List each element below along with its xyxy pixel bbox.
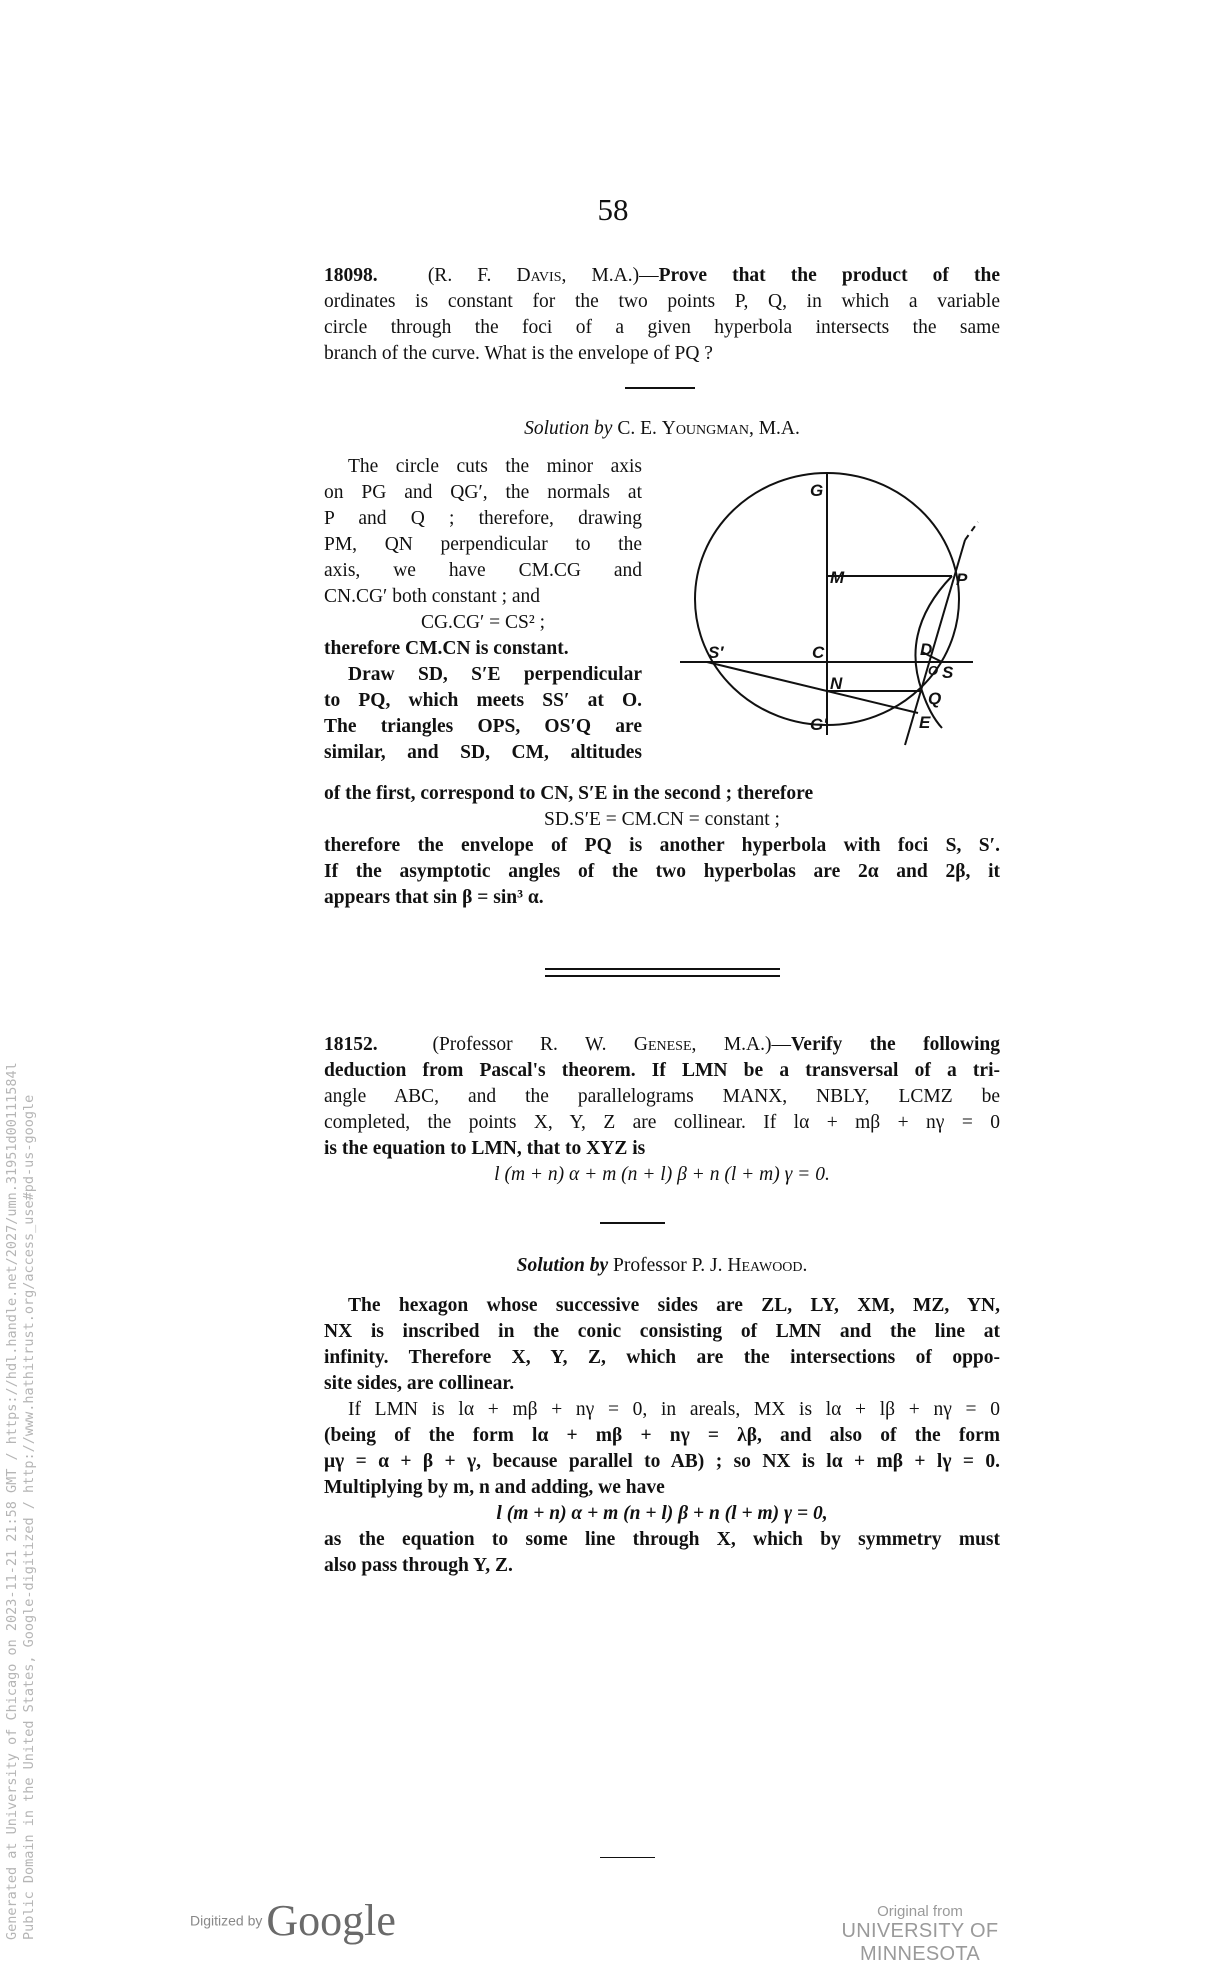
author-prefix: (R. F. bbox=[427, 265, 517, 286]
solution-line: μγ = α + β + γ, because parallel to AB) ; so NX is lα + mβ + lγ = 0. bbox=[324, 1451, 1000, 1472]
solution-line: CN.CG′ both constant ; and bbox=[324, 586, 541, 607]
equation: l (m + n) α + m (n + l) β + n (l + m) γ = 0. bbox=[494, 1164, 830, 1185]
solution-line: also pass through Y, Z. bbox=[324, 1555, 513, 1576]
double-rule-top bbox=[545, 968, 780, 970]
solution-line: as the equation to some line through X, which by symmetry must bbox=[324, 1529, 1000, 1550]
problem-line bbox=[324, 1032, 1000, 1058]
solution-line: PM, QN perpendicular to the bbox=[324, 534, 642, 555]
problem-18152 bbox=[324, 1032, 1000, 1188]
problem-line: is the equation to LMN, that to XYZ is bbox=[324, 1138, 646, 1159]
label-m: M bbox=[830, 568, 845, 587]
solution-line: (being of the form lα + mβ + nγ = λβ, and also of the form bbox=[324, 1425, 1000, 1446]
solution-byline bbox=[324, 1253, 1000, 1279]
byline-suffix: , M.A. bbox=[748, 418, 800, 439]
label-g: G bbox=[810, 481, 824, 500]
byline-author: Professor P. J. bbox=[608, 1255, 728, 1276]
watermark-line-2: Public Domain in the United States, Google-digitized / http://www.hathitrust.org/access_use#pd-us-google bbox=[21, 1094, 37, 1940]
byline-italic: Solution by bbox=[524, 418, 613, 439]
problem-line: angle ABC, and the parallelograms MANX, NBLY, LCMZ be bbox=[324, 1086, 1000, 1107]
label-q: Q bbox=[928, 689, 942, 708]
solution-line: Multiplying by m, n and adding, we have bbox=[324, 1477, 665, 1498]
solution-line: similar, and SD, CM, altitudes bbox=[324, 742, 642, 763]
watermark-line-1: Generated at University of Chicago on 2023-11-21 21:58 GMT / https://hdl.handle.net/2027/umn.31951d00111584l bbox=[4, 1062, 20, 1940]
hathitrust-watermark bbox=[4, 940, 38, 1940]
solution-line: NX is inscribed in the conic consisting of LMN and the line at bbox=[324, 1321, 1000, 1342]
problem-line: deduction from Pascal's theorem. If LMN be a transversal of a tri- bbox=[324, 1060, 1000, 1081]
problem-18098 bbox=[324, 263, 1000, 367]
label-n: N bbox=[830, 674, 843, 693]
solution-line: of the first, correspond to CN, S′E in the second ; therefore bbox=[324, 783, 814, 804]
solution-line: The circle cuts the minor axis bbox=[348, 456, 642, 477]
original-from-text: Original from bbox=[877, 1903, 963, 1920]
solution-text-narrow bbox=[324, 454, 642, 766]
solution-line: The triangles OPS, OS′Q are bbox=[324, 716, 642, 737]
problem-line: circle through the foci of a given hyperbola intersects the same bbox=[324, 317, 1000, 338]
solution-line: The hexagon whose successive sides are ZL, LY, XM, MZ, YN, bbox=[348, 1295, 1000, 1316]
label-d: D bbox=[920, 640, 933, 659]
problem-number: 18098. bbox=[324, 265, 378, 286]
geometry-diagram bbox=[660, 460, 1000, 760]
solution-line: Draw SD, S′E perpendicular bbox=[348, 664, 642, 685]
author-name: Genese bbox=[633, 1034, 692, 1055]
line-s-prime-e bbox=[707, 662, 918, 713]
label-p: P bbox=[956, 570, 968, 589]
equation: CG.CG′ = CS² ; bbox=[420, 612, 546, 633]
byline-name: Youngman bbox=[661, 418, 749, 439]
equation: SD.S′E = CM.CN = constant ; bbox=[544, 809, 780, 830]
problem-text: Prove that the product of the bbox=[658, 265, 1000, 286]
solution-line: axis, we have CM.CG and bbox=[324, 560, 642, 581]
problem-line: completed, the points X, Y, Z are collinear. If lα + mβ + nγ = 0 bbox=[324, 1112, 1000, 1133]
problem-line: ordinates is constant for the two points P, Q, in which a variable bbox=[324, 291, 1000, 312]
digitized-by-text: Digitized by bbox=[190, 1912, 263, 1929]
author-prefix: (Professor R. W. bbox=[432, 1034, 634, 1055]
solution-line: therefore the envelope of PQ is another hyperbola with foci S, S′. bbox=[324, 835, 1000, 856]
label-s: S bbox=[942, 663, 954, 682]
original-source bbox=[780, 1903, 1060, 1966]
solution-line: P and Q ; therefore, drawing bbox=[324, 508, 642, 529]
section-divider bbox=[600, 1222, 665, 1224]
byline-author: C. E. bbox=[612, 418, 662, 439]
section-divider bbox=[625, 387, 695, 389]
byline-name: Heawood bbox=[727, 1255, 803, 1276]
problem-number: 18152. bbox=[324, 1034, 378, 1055]
label-s-prime: S′ bbox=[708, 643, 724, 662]
solution-line: If LMN is lα + mβ + nγ = 0, in areals, MX is lα + lβ + nγ = 0 bbox=[348, 1399, 1000, 1420]
line-pq-extension bbox=[965, 522, 978, 540]
solution-line: infinity. Therefore X, Y, Z, which are the intersections of oppo- bbox=[324, 1347, 1000, 1368]
digitized-by-google bbox=[190, 1895, 396, 1946]
label-g-prime: G′ bbox=[810, 715, 828, 734]
solution-text-full bbox=[324, 781, 1000, 911]
solution-line: on PG and QG′, the normals at bbox=[324, 482, 642, 503]
solution-line: appears that sin β = sin³ α. bbox=[324, 887, 544, 908]
author-name: Davis bbox=[516, 265, 562, 286]
label-e: E bbox=[919, 713, 931, 732]
bottom-divider bbox=[600, 1857, 655, 1858]
label-o: O bbox=[928, 663, 939, 678]
institution-name: UNIVERSITY OF MINNESOTA bbox=[841, 1920, 999, 1965]
double-rule-bottom bbox=[545, 975, 780, 977]
equation: l (m + n) α + m (n + l) β + n (l + m) γ = 0, bbox=[496, 1503, 828, 1524]
page-number: 58 bbox=[597, 192, 629, 227]
solution-text bbox=[324, 1293, 1000, 1579]
problem-line bbox=[324, 263, 1000, 289]
author-suffix: , M.A.)— bbox=[691, 1034, 791, 1055]
problem-text: Verify the following bbox=[791, 1034, 1001, 1055]
solution-line: therefore CM.CN is constant. bbox=[324, 638, 569, 659]
author-suffix: , M.A.)— bbox=[561, 265, 659, 286]
byline-italic: Solution by bbox=[516, 1255, 609, 1276]
solution-line: site sides, are collinear. bbox=[324, 1373, 515, 1394]
solution-byline bbox=[324, 416, 1000, 442]
label-c: C bbox=[812, 643, 825, 662]
problem-line: branch of the curve. What is the envelope of PQ ? bbox=[324, 343, 713, 364]
byline-suffix: . bbox=[802, 1255, 808, 1276]
solution-line: If the asymptotic angles of the two hyperbolas are 2α and 2β, it bbox=[324, 861, 1000, 882]
solution-line: to PQ, which meets SS′ at O. bbox=[324, 690, 642, 711]
google-logo: Google bbox=[266, 1896, 396, 1945]
